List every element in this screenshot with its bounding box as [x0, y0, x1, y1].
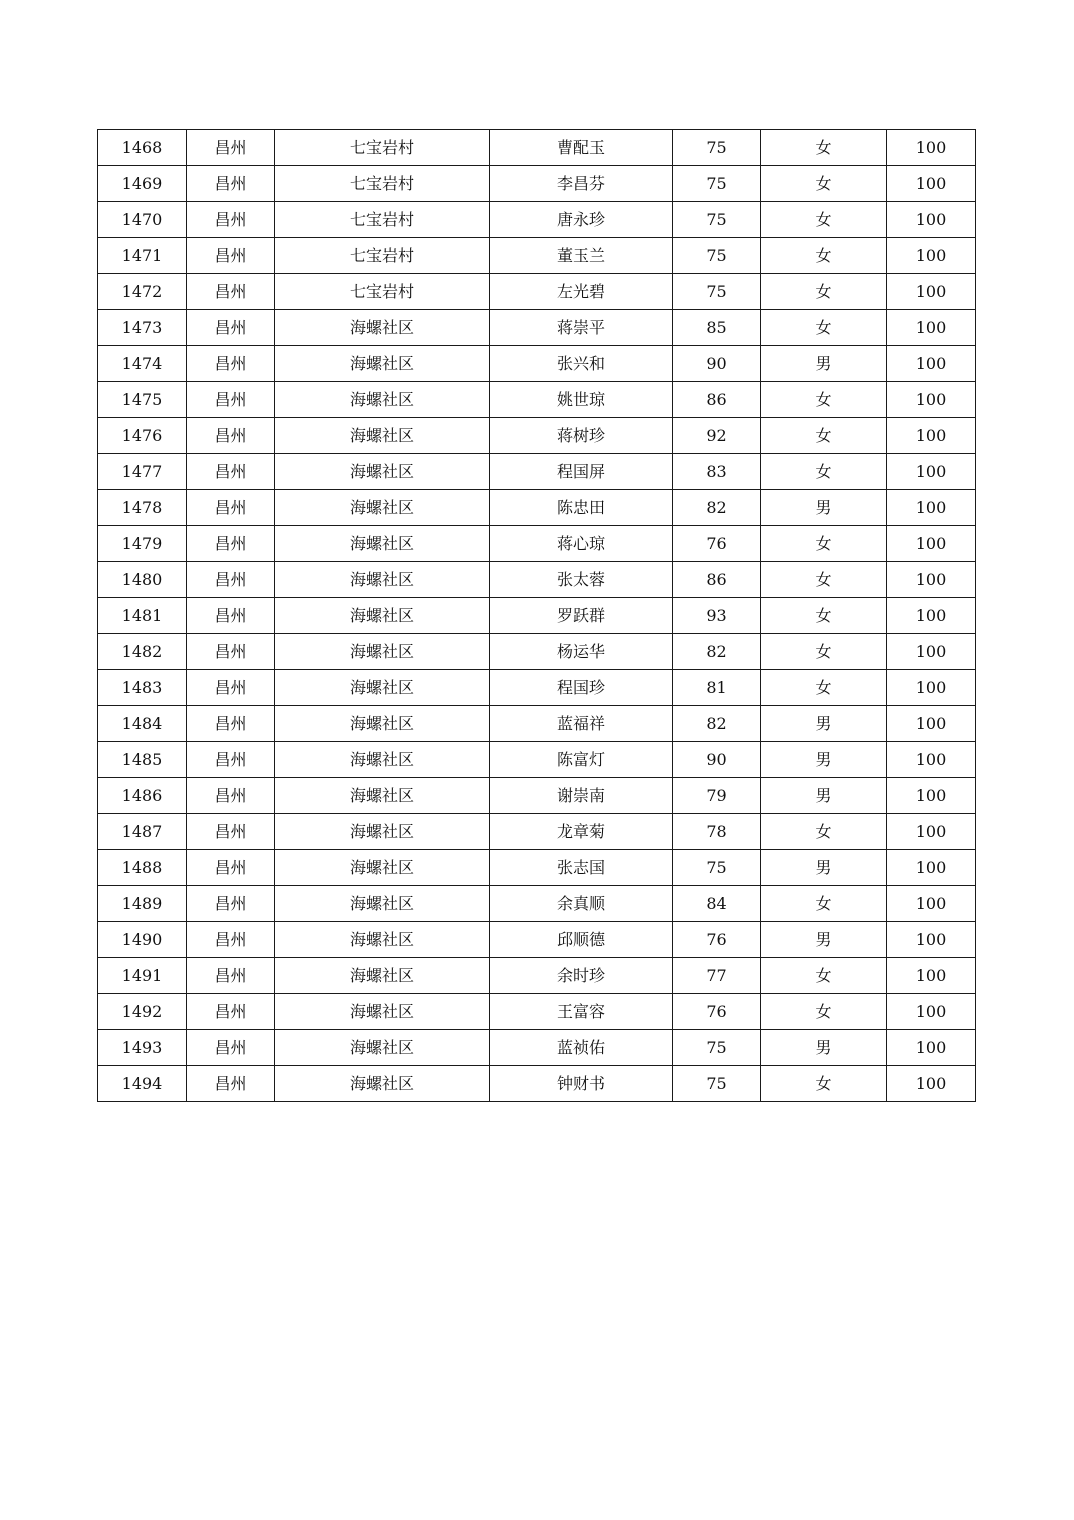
- village-cell: 海螺社区: [275, 670, 490, 706]
- table-row: [98, 886, 976, 922]
- table-row: [98, 814, 976, 850]
- gender-cell: 男: [761, 706, 887, 742]
- serial-number-cell: 1491: [98, 958, 187, 994]
- table-row: [98, 1030, 976, 1066]
- village-cell: 海螺社区: [275, 706, 490, 742]
- name-cell: 董玉兰: [490, 238, 673, 274]
- table-row: [98, 706, 976, 742]
- village-cell: 海螺社区: [275, 886, 490, 922]
- name-cell: 程国屏: [490, 454, 673, 490]
- age-cell: 75: [673, 1066, 761, 1102]
- gender-cell: 女: [761, 1066, 887, 1102]
- town-cell: 昌州: [187, 886, 275, 922]
- name-cell: 罗跃群: [490, 598, 673, 634]
- town-cell: 昌州: [187, 202, 275, 238]
- village-cell: 七宝岩村: [275, 166, 490, 202]
- name-cell: 蒋崇平: [490, 310, 673, 346]
- amount-cell: 100: [887, 598, 976, 634]
- amount-cell: 100: [887, 130, 976, 166]
- serial-number-cell: 1477: [98, 454, 187, 490]
- town-cell: 昌州: [187, 814, 275, 850]
- town-cell: 昌州: [187, 958, 275, 994]
- gender-cell: 女: [761, 994, 887, 1030]
- town-cell: 昌州: [187, 166, 275, 202]
- gender-cell: 男: [761, 922, 887, 958]
- roster-table: [97, 129, 976, 1102]
- village-cell: 海螺社区: [275, 958, 490, 994]
- table-row: [98, 490, 976, 526]
- amount-cell: 100: [887, 994, 976, 1030]
- town-cell: 昌州: [187, 418, 275, 454]
- name-cell: 龙章菊: [490, 814, 673, 850]
- village-cell: 海螺社区: [275, 1066, 490, 1102]
- village-cell: 海螺社区: [275, 562, 490, 598]
- name-cell: 张太蓉: [490, 562, 673, 598]
- town-cell: 昌州: [187, 274, 275, 310]
- age-cell: 92: [673, 418, 761, 454]
- gender-cell: 女: [761, 670, 887, 706]
- table-row: [98, 598, 976, 634]
- amount-cell: 100: [887, 742, 976, 778]
- serial-number-cell: 1488: [98, 850, 187, 886]
- age-cell: 85: [673, 310, 761, 346]
- amount-cell: 100: [887, 166, 976, 202]
- village-cell: 海螺社区: [275, 418, 490, 454]
- town-cell: 昌州: [187, 454, 275, 490]
- amount-cell: 100: [887, 382, 976, 418]
- gender-cell: 女: [761, 310, 887, 346]
- town-cell: 昌州: [187, 346, 275, 382]
- name-cell: 钟财书: [490, 1066, 673, 1102]
- serial-number-cell: 1483: [98, 670, 187, 706]
- age-cell: 76: [673, 922, 761, 958]
- town-cell: 昌州: [187, 670, 275, 706]
- serial-number-cell: 1471: [98, 238, 187, 274]
- age-cell: 75: [673, 166, 761, 202]
- village-cell: 七宝岩村: [275, 274, 490, 310]
- age-cell: 86: [673, 382, 761, 418]
- age-cell: 75: [673, 130, 761, 166]
- name-cell: 唐永珍: [490, 202, 673, 238]
- age-cell: 82: [673, 706, 761, 742]
- town-cell: 昌州: [187, 1030, 275, 1066]
- gender-cell: 男: [761, 850, 887, 886]
- serial-number-cell: 1484: [98, 706, 187, 742]
- age-cell: 82: [673, 490, 761, 526]
- gender-cell: 男: [761, 1030, 887, 1066]
- amount-cell: 100: [887, 634, 976, 670]
- age-cell: 75: [673, 202, 761, 238]
- table-row: [98, 670, 976, 706]
- gender-cell: 女: [761, 634, 887, 670]
- age-cell: 83: [673, 454, 761, 490]
- table-row: [98, 310, 976, 346]
- table-row: [98, 130, 976, 166]
- name-cell: 蓝福祥: [490, 706, 673, 742]
- table-row: [98, 454, 976, 490]
- age-cell: 86: [673, 562, 761, 598]
- name-cell: 程国珍: [490, 670, 673, 706]
- amount-cell: 100: [887, 850, 976, 886]
- age-cell: 79: [673, 778, 761, 814]
- serial-number-cell: 1480: [98, 562, 187, 598]
- name-cell: 谢崇南: [490, 778, 673, 814]
- name-cell: 蓝祯佑: [490, 1030, 673, 1066]
- serial-number-cell: 1474: [98, 346, 187, 382]
- age-cell: 75: [673, 238, 761, 274]
- town-cell: 昌州: [187, 382, 275, 418]
- name-cell: 曹配玉: [490, 130, 673, 166]
- amount-cell: 100: [887, 454, 976, 490]
- serial-number-cell: 1492: [98, 994, 187, 1030]
- village-cell: 海螺社区: [275, 526, 490, 562]
- amount-cell: 100: [887, 958, 976, 994]
- age-cell: 93: [673, 598, 761, 634]
- name-cell: 蒋心琼: [490, 526, 673, 562]
- serial-number-cell: 1475: [98, 382, 187, 418]
- village-cell: 海螺社区: [275, 346, 490, 382]
- town-cell: 昌州: [187, 490, 275, 526]
- serial-number-cell: 1476: [98, 418, 187, 454]
- amount-cell: 100: [887, 670, 976, 706]
- town-cell: 昌州: [187, 706, 275, 742]
- age-cell: 76: [673, 526, 761, 562]
- town-cell: 昌州: [187, 850, 275, 886]
- village-cell: 海螺社区: [275, 1030, 490, 1066]
- gender-cell: 女: [761, 202, 887, 238]
- table-row: [98, 1066, 976, 1102]
- village-cell: 七宝岩村: [275, 238, 490, 274]
- name-cell: 张兴和: [490, 346, 673, 382]
- gender-cell: 女: [761, 274, 887, 310]
- age-cell: 90: [673, 742, 761, 778]
- village-cell: 海螺社区: [275, 310, 490, 346]
- village-cell: 海螺社区: [275, 814, 490, 850]
- town-cell: 昌州: [187, 310, 275, 346]
- age-cell: 76: [673, 994, 761, 1030]
- village-cell: 七宝岩村: [275, 202, 490, 238]
- town-cell: 昌州: [187, 1066, 275, 1102]
- table-row: [98, 274, 976, 310]
- town-cell: 昌州: [187, 634, 275, 670]
- serial-number-cell: 1490: [98, 922, 187, 958]
- serial-number-cell: 1481: [98, 598, 187, 634]
- village-cell: 海螺社区: [275, 598, 490, 634]
- gender-cell: 女: [761, 562, 887, 598]
- age-cell: 75: [673, 274, 761, 310]
- gender-cell: 女: [761, 418, 887, 454]
- serial-number-cell: 1485: [98, 742, 187, 778]
- table-row: [98, 778, 976, 814]
- village-cell: 海螺社区: [275, 922, 490, 958]
- gender-cell: 女: [761, 238, 887, 274]
- village-cell: 海螺社区: [275, 778, 490, 814]
- amount-cell: 100: [887, 310, 976, 346]
- name-cell: 左光碧: [490, 274, 673, 310]
- serial-number-cell: 1494: [98, 1066, 187, 1102]
- table-row: [98, 958, 976, 994]
- gender-cell: 女: [761, 166, 887, 202]
- table-row: [98, 742, 976, 778]
- age-cell: 82: [673, 634, 761, 670]
- amount-cell: 100: [887, 202, 976, 238]
- serial-number-cell: 1478: [98, 490, 187, 526]
- amount-cell: 100: [887, 490, 976, 526]
- amount-cell: 100: [887, 922, 976, 958]
- amount-cell: 100: [887, 814, 976, 850]
- name-cell: 陈富灯: [490, 742, 673, 778]
- serial-number-cell: 1468: [98, 130, 187, 166]
- town-cell: 昌州: [187, 526, 275, 562]
- age-cell: 78: [673, 814, 761, 850]
- amount-cell: 100: [887, 778, 976, 814]
- village-cell: 七宝岩村: [275, 130, 490, 166]
- serial-number-cell: 1486: [98, 778, 187, 814]
- gender-cell: 女: [761, 958, 887, 994]
- amount-cell: 100: [887, 562, 976, 598]
- table-row: [98, 526, 976, 562]
- gender-cell: 男: [761, 346, 887, 382]
- village-cell: 海螺社区: [275, 742, 490, 778]
- table-row: [98, 634, 976, 670]
- amount-cell: 100: [887, 526, 976, 562]
- name-cell: 王富容: [490, 994, 673, 1030]
- serial-number-cell: 1479: [98, 526, 187, 562]
- age-cell: 81: [673, 670, 761, 706]
- gender-cell: 男: [761, 742, 887, 778]
- town-cell: 昌州: [187, 778, 275, 814]
- serial-number-cell: 1482: [98, 634, 187, 670]
- gender-cell: 女: [761, 130, 887, 166]
- serial-number-cell: 1487: [98, 814, 187, 850]
- table-row: [98, 922, 976, 958]
- gender-cell: 女: [761, 814, 887, 850]
- table-row: [98, 382, 976, 418]
- table-row: [98, 562, 976, 598]
- age-cell: 77: [673, 958, 761, 994]
- amount-cell: 100: [887, 1066, 976, 1102]
- village-cell: 海螺社区: [275, 850, 490, 886]
- serial-number-cell: 1473: [98, 310, 187, 346]
- gender-cell: 男: [761, 490, 887, 526]
- name-cell: 杨运华: [490, 634, 673, 670]
- roster-table-body: [98, 130, 976, 1102]
- age-cell: 90: [673, 346, 761, 382]
- amount-cell: 100: [887, 346, 976, 382]
- amount-cell: 100: [887, 706, 976, 742]
- gender-cell: 女: [761, 382, 887, 418]
- town-cell: 昌州: [187, 130, 275, 166]
- village-cell: 海螺社区: [275, 454, 490, 490]
- village-cell: 海螺社区: [275, 382, 490, 418]
- town-cell: 昌州: [187, 994, 275, 1030]
- name-cell: 余时珍: [490, 958, 673, 994]
- name-cell: 张志国: [490, 850, 673, 886]
- name-cell: 余真顺: [490, 886, 673, 922]
- table-row: [98, 238, 976, 274]
- name-cell: 邱顺德: [490, 922, 673, 958]
- amount-cell: 100: [887, 274, 976, 310]
- amount-cell: 100: [887, 238, 976, 274]
- village-cell: 海螺社区: [275, 634, 490, 670]
- name-cell: 陈忠田: [490, 490, 673, 526]
- town-cell: 昌州: [187, 238, 275, 274]
- town-cell: 昌州: [187, 922, 275, 958]
- amount-cell: 100: [887, 886, 976, 922]
- gender-cell: 女: [761, 526, 887, 562]
- table-row: [98, 850, 976, 886]
- age-cell: 75: [673, 850, 761, 886]
- age-cell: 75: [673, 1030, 761, 1066]
- town-cell: 昌州: [187, 562, 275, 598]
- village-cell: 海螺社区: [275, 490, 490, 526]
- gender-cell: 女: [761, 886, 887, 922]
- name-cell: 姚世琼: [490, 382, 673, 418]
- serial-number-cell: 1489: [98, 886, 187, 922]
- table-row: [98, 346, 976, 382]
- gender-cell: 女: [761, 598, 887, 634]
- table-row: [98, 202, 976, 238]
- town-cell: 昌州: [187, 742, 275, 778]
- table-row: [98, 994, 976, 1030]
- serial-number-cell: 1469: [98, 166, 187, 202]
- serial-number-cell: 1493: [98, 1030, 187, 1066]
- gender-cell: 男: [761, 778, 887, 814]
- amount-cell: 100: [887, 1030, 976, 1066]
- serial-number-cell: 1472: [98, 274, 187, 310]
- name-cell: 蒋树珍: [490, 418, 673, 454]
- town-cell: 昌州: [187, 598, 275, 634]
- age-cell: 84: [673, 886, 761, 922]
- serial-number-cell: 1470: [98, 202, 187, 238]
- gender-cell: 女: [761, 454, 887, 490]
- amount-cell: 100: [887, 418, 976, 454]
- village-cell: 海螺社区: [275, 994, 490, 1030]
- name-cell: 李昌芬: [490, 166, 673, 202]
- table-row: [98, 166, 976, 202]
- table-row: [98, 418, 976, 454]
